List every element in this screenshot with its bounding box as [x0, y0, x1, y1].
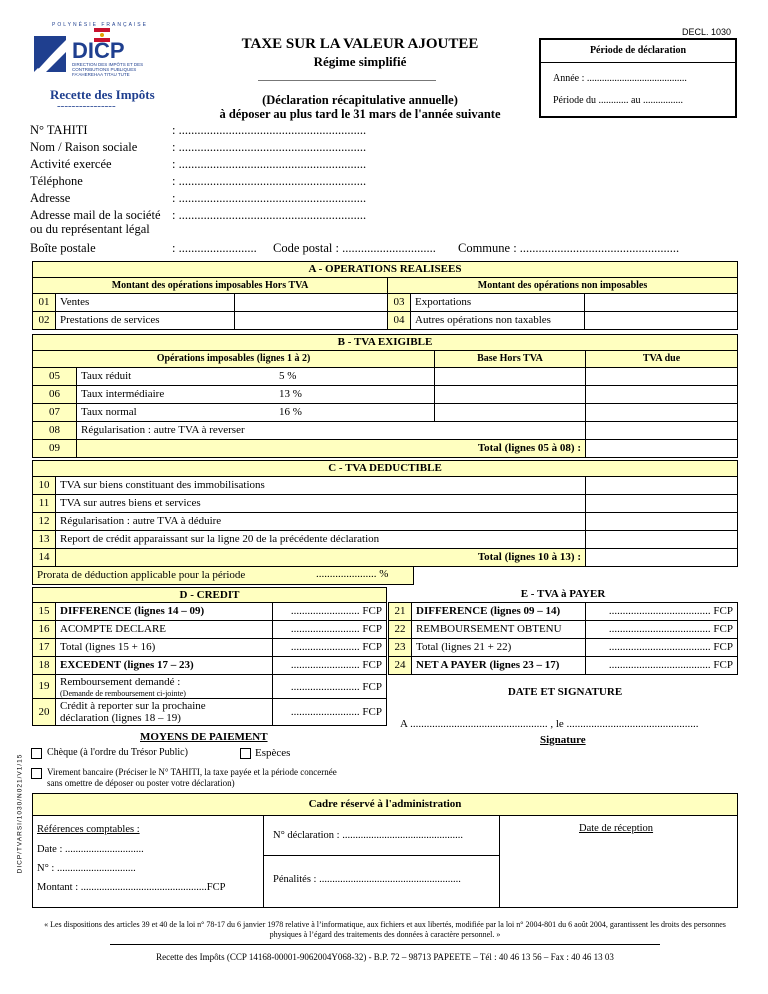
- tva-due-input[interactable]: [585, 385, 738, 404]
- cheque-checkbox[interactable]: [31, 748, 42, 759]
- section-e-title: E - TVA à PAYER: [388, 587, 738, 603]
- refund-label-cell: [55, 674, 273, 699]
- footer-rule: [110, 944, 660, 945]
- line-label: Exportations: [410, 293, 585, 312]
- identity-label: Nom / Raison sociale: [30, 140, 138, 154]
- prorata-label: Prorata de déduction applicable pour la période: [32, 566, 414, 585]
- line-number: 20: [32, 698, 56, 726]
- line-label: TVA sur biens constituant des immobilisations: [55, 476, 586, 495]
- line-number: 05: [32, 367, 77, 386]
- identity-row: [30, 241, 750, 257]
- especes-label: Espèces: [255, 747, 291, 759]
- identity-row: [30, 191, 430, 207]
- office-underline: ----------------: [57, 100, 116, 112]
- payment-value[interactable]: ..................................... FCP: [585, 602, 738, 621]
- line-label: Ventes: [55, 293, 235, 312]
- carryover-label-cell: [55, 698, 273, 726]
- tax-rate: 5 %: [275, 367, 435, 386]
- identity-label: Adresse: [30, 191, 71, 205]
- title-rule: [258, 80, 436, 81]
- line-number: 24: [388, 656, 412, 675]
- sales-amount-input[interactable]: [234, 293, 388, 312]
- tva-due-input[interactable]: [585, 403, 738, 422]
- line-number: 22: [388, 620, 412, 639]
- line-number: 11: [32, 494, 56, 513]
- form-code: DECL. 1030: [682, 27, 732, 37]
- line-number: 17: [32, 638, 56, 657]
- period-box-divider: [541, 62, 735, 63]
- admin-box: [32, 793, 738, 908]
- section-a-title: A - OPERATIONS REALISEES: [32, 261, 738, 278]
- logo-top-text: POLYNÉSIE FRANÇAISE: [52, 22, 148, 28]
- legal-notice: « Les dispositions des articles 39 et 40 de la loi n° 78-17 du 6 janvier 1978 relative à l’informatique, aux fichiers et aux libertés, modifiée par la loi n° 2004-801 du 6 août 2004, garantissent les droits des personnes physiques à l’égard des traitements des données à caractère personnel. »: [44, 920, 726, 939]
- identity-row: [30, 174, 430, 190]
- signature-label: Signature: [540, 734, 586, 746]
- line-number: 16: [32, 620, 56, 639]
- virement-label-1: Virement bancaire (Préciser le N° TAHITI, la taxe payée et la période concernée: [47, 767, 337, 777]
- base-input[interactable]: [434, 403, 586, 422]
- signature-place-date[interactable]: A .................................................. , le ................................................: [400, 718, 699, 730]
- line-number: 15: [32, 602, 56, 621]
- section-c-title: C - TVA DEDUCTIBLE: [32, 460, 738, 477]
- line-label: Taux intermédiaire: [76, 385, 276, 404]
- line-number: 21: [388, 602, 412, 621]
- address-field[interactable]: : ............................................................: [172, 191, 367, 205]
- logo-name: DICP: [72, 38, 125, 63]
- line-sublabel: (Demande de remboursement ci-jointe): [60, 689, 186, 698]
- admin-penalites[interactable]: Pénalités : ......................................................: [273, 874, 461, 885]
- deductible-input[interactable]: [585, 512, 738, 531]
- dicp-logo: [30, 22, 170, 84]
- line-label: DIFFERENCE (lignes 09 – 14): [411, 602, 586, 621]
- line-number: 03: [387, 293, 411, 312]
- phone-field[interactable]: : ............................................................: [172, 174, 367, 188]
- line-number: 04: [387, 311, 411, 330]
- line-number: 18: [32, 656, 56, 675]
- line-label: Remboursement demandé :: [60, 676, 181, 688]
- period-box: [539, 38, 737, 118]
- period-range[interactable]: Période du ............ au ................: [553, 95, 683, 106]
- company-name-field[interactable]: : ............................................................: [172, 140, 367, 154]
- admin-divider-2: [499, 815, 500, 907]
- po-box-field[interactable]: : .........................: [172, 241, 257, 255]
- footer-address: Recette des Impôts (CCP 14168-00001-9062004Y068-32) - B.P. 72 – 98713 PAPEETE – Tél : 40 46 13 56 – Fax : 40 46 13 03: [156, 952, 614, 962]
- logo-sub2: CONTRIBUTIONS PUBLIQUES: [72, 67, 137, 72]
- tva-total-input[interactable]: [585, 439, 738, 458]
- period-year[interactable]: Année : ........................................: [553, 73, 687, 84]
- tax-rate: 13 %: [275, 385, 435, 404]
- credit-value[interactable]: ......................... FCP: [272, 602, 387, 621]
- section-b-col-base: Base Hors TVA: [434, 350, 586, 368]
- line-label: NET A PAYER (lignes 23 – 17): [411, 656, 586, 675]
- postal-code-field[interactable]: Code postal : ..............................: [273, 241, 436, 255]
- line-label: DIFFERENCE (lignes 14 – 09): [55, 602, 273, 621]
- identity-label: N° TAHITI: [30, 123, 88, 137]
- section-b-col-ops: Opérations imposables (lignes 1 à 2): [32, 350, 435, 368]
- line-number: 09: [32, 439, 77, 458]
- deductible-input[interactable]: [585, 476, 738, 495]
- identity-label: Boîte postale: [30, 241, 96, 255]
- line-number: 13: [32, 530, 56, 549]
- services-amount-input[interactable]: [234, 311, 388, 330]
- base-input[interactable]: [434, 367, 586, 386]
- deductible-total-input[interactable]: [585, 548, 738, 567]
- base-input[interactable]: [434, 385, 586, 404]
- cheque-label: Chèque (à l'ordre du Trésor Public): [47, 747, 188, 758]
- admin-montant[interactable]: Montant : ................................................FCP: [37, 882, 226, 893]
- total-label: Total (lignes 05 à 08) :: [76, 439, 586, 458]
- credit-value[interactable]: ......................... FCP: [272, 638, 387, 657]
- line-label: Prestations de services: [55, 311, 235, 330]
- line-label: Total (lignes 21 + 22): [411, 638, 586, 657]
- line-number: 10: [32, 476, 56, 495]
- admin-reception: Date de réception: [579, 823, 654, 834]
- admin-divider-3: [263, 855, 499, 856]
- line-label: Autres opérations non taxables: [410, 311, 585, 330]
- line-number: 06: [32, 385, 77, 404]
- payment-title: MOYENS DE PAIEMENT: [140, 731, 268, 743]
- line-label: Régularisation : autre TVA à déduire: [55, 512, 586, 531]
- tax-rate: 16 %: [275, 403, 435, 422]
- side-code: DICP/TVARSI/1030/N021/V1/15: [16, 753, 24, 874]
- line-label: ACOMPTE DECLARE: [55, 620, 273, 639]
- line-number: 23: [388, 638, 412, 657]
- identity-label: Adresse mail de la société: [30, 208, 161, 222]
- commune-field[interactable]: Commune : ...................................................: [458, 241, 680, 255]
- line-number: 14: [32, 548, 56, 567]
- refund-value[interactable]: ......................... FCP: [272, 674, 387, 699]
- admin-title: Cadre réservé à l'administration: [33, 794, 737, 816]
- especes-checkbox[interactable]: [240, 748, 251, 759]
- total-label: Total (lignes 10 à 13) :: [55, 548, 586, 567]
- line-label: Taux normal: [76, 403, 276, 422]
- deductible-input[interactable]: [585, 494, 738, 513]
- form-subtitle-1: (Déclaration récapitulative annuelle): [262, 93, 458, 107]
- line-label: Régularisation : autre TVA à reverser: [76, 421, 586, 440]
- line-number: 08: [32, 421, 77, 440]
- form-title: TAXE SUR LA VALEUR AJOUTEE: [241, 36, 479, 52]
- line-label: EXCEDENT (lignes 17 – 23): [55, 656, 273, 675]
- credit-value[interactable]: ......................... FCP: [272, 656, 387, 675]
- virement-label-2: sans omettre de déposer ou poster votre déclaration): [47, 778, 235, 788]
- identity-row: [30, 222, 430, 238]
- line-label: Report de crédit apparaissant sur la ligne 20 de la précédente déclaration: [55, 530, 586, 549]
- form-regime: Régime simplifié: [313, 54, 407, 69]
- line-label: TVA sur autres biens et services: [55, 494, 586, 513]
- line-number: 02: [32, 311, 56, 330]
- logo-emblem-icon: [30, 32, 70, 77]
- line-number: 01: [32, 293, 56, 312]
- carryover-value[interactable]: ......................... FCP: [272, 698, 387, 726]
- virement-checkbox[interactable]: [31, 768, 42, 779]
- admin-number[interactable]: N° : ..............................: [37, 863, 136, 874]
- identity-label: Téléphone: [30, 174, 83, 188]
- office-name: Recette des Impôts: [50, 87, 155, 102]
- signature-title: DATE ET SIGNATURE: [507, 686, 623, 698]
- identity-row: [30, 123, 430, 139]
- section-b-title: B - TVA EXIGIBLE: [32, 334, 738, 351]
- tva-due-input[interactable]: [585, 367, 738, 386]
- tahiti-number-field[interactable]: : ............................................................: [172, 123, 367, 137]
- email-field[interactable]: : ............................................................: [172, 208, 367, 222]
- other-ops-amount-input[interactable]: [584, 311, 738, 330]
- line-label: REMBOURSEMENT OBTENU: [411, 620, 586, 639]
- activity-field[interactable]: : ............................................................: [172, 157, 367, 171]
- prorata-value[interactable]: ...................... %: [316, 568, 389, 580]
- identity-row: [30, 157, 430, 173]
- payment-value[interactable]: ..................................... FCP: [585, 638, 738, 657]
- section-a-col-right: Montant des opérations non imposables: [387, 277, 738, 294]
- admin-divider-1: [263, 815, 264, 907]
- section-a-col-left: Montant des opérations imposables Hors TVA: [32, 277, 388, 294]
- admin-date[interactable]: Date : ..............................: [37, 844, 144, 855]
- line-label: Taux réduit: [76, 367, 276, 386]
- identity-row: [30, 140, 430, 156]
- tva-due-input[interactable]: [585, 421, 738, 440]
- identity-label: ou du représentant légal: [30, 222, 150, 236]
- line-number: 12: [32, 512, 56, 531]
- admin-refs: Références comptables :: [37, 824, 140, 835]
- identity-label: Activité exercée: [30, 157, 112, 171]
- line-label: Crédit à reporter sur la prochaine: [60, 700, 206, 712]
- period-box-title: Période de déclaration: [589, 45, 687, 56]
- section-b-col-tva: TVA due: [585, 350, 738, 368]
- payment-value[interactable]: ..................................... FCP: [585, 620, 738, 639]
- payment-value[interactable]: ..................................... FCP: [585, 656, 738, 675]
- logo-sub1: DIRECTION DES IMPÔTS ET DES: [72, 62, 144, 67]
- line-number: 19: [32, 674, 56, 699]
- credit-value[interactable]: ......................... FCP: [272, 620, 387, 639]
- admin-declaration[interactable]: N° déclaration : ..............................................: [273, 830, 463, 841]
- exports-amount-input[interactable]: [584, 293, 738, 312]
- section-d-title: D - CREDIT: [32, 587, 387, 603]
- form-subtitle-2: à déposer au plus tard le 31 mars de l'année suivante: [219, 107, 501, 121]
- line-label: déclaration (lignes 18 – 19): [60, 712, 181, 724]
- logo-sub3: FA'AHEREHAA TITAU TUTE: [72, 72, 130, 77]
- line-label: Total (lignes 15 + 16): [55, 638, 273, 657]
- deductible-input[interactable]: [585, 530, 738, 549]
- line-number: 07: [32, 403, 77, 422]
